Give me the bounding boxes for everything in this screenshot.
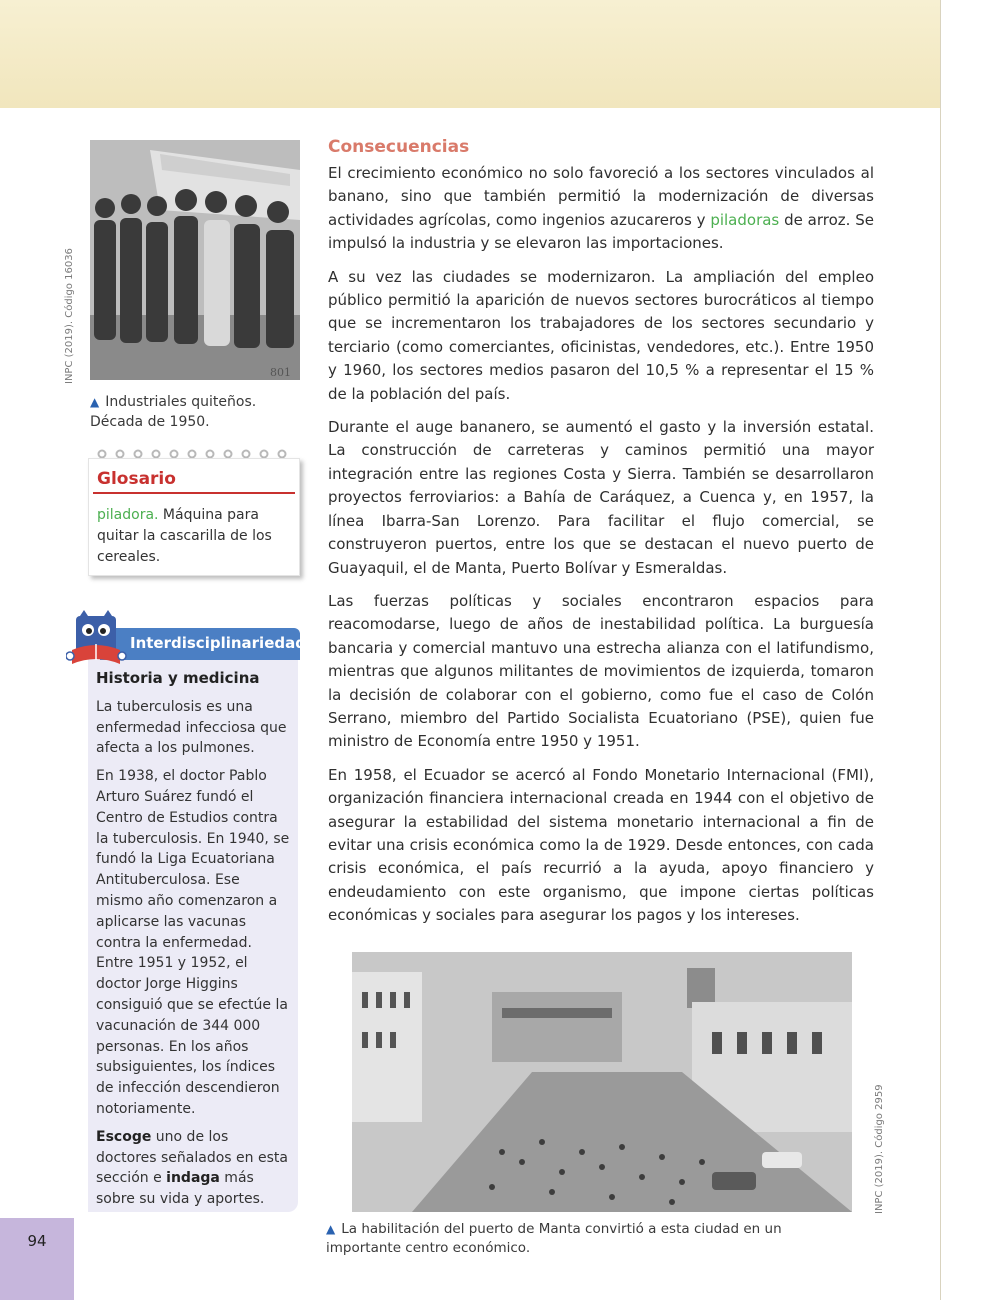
photo-credit: INPC (2019). Código 16036 <box>64 248 75 384</box>
activity-verb: indaga <box>166 1170 220 1187</box>
body-paragraph: Durante el auge bananero, se aumentó el gasto y la inversión estatal. La construcción de carreteras y caminos permitió una mayor integración entre las regiones Costa y Sierra. También se desarrollaron proyectos ferroviarios: a Bahía de Caráquez, a Cuenca y, en 1957, la línea Ibarra-San Lorenzo. Para facilitar el flujo comercial, se construyeron puertos, entre los que se destacan el nuevo puerto de Guayaquil, el de Manta, Puerto Bolívar y Esmeraldas. <box>328 418 874 577</box>
interdisciplinary-activity <box>96 1127 290 1210</box>
triangle-icon: ▲ <box>90 395 100 409</box>
body-paragraph: A su vez las ciudades se modernizaron. La ampliación del empleo público permitió la aparición de nuevos sectores burocráticos al tiempo que se incrementaron los trabajadores de los sectores secundario y terciario (como comerciantes, oficinistas, vendedores, etc.). Entre 1950 y 1960, los sectores medios pasaron del 10,5 % a representar el 15 % de la población del país. <box>328 267 874 403</box>
interdisciplinary-paragraph: La tuberculosis es una enfermedad infecciosa que afecta a los pulmones. <box>96 698 287 757</box>
glossary-term-link: piladoras <box>710 210 780 229</box>
photo-industrialists <box>90 140 300 380</box>
glossary-divider <box>93 492 295 494</box>
glossary-term: piladora. <box>97 507 159 523</box>
photo-manta-city <box>352 952 852 1212</box>
triangle-icon: ▲ <box>326 1222 336 1236</box>
interdisciplinary-paragraph: En 1938, el doctor Pablo Arturo Suárez fundó el Centro de Estudios contra la tuberculosis. En 1940, se fundó la Liga Ecuatoriana Antituberculosa. Ese mismo año comenzaron a aplicarse las vacunas contra la enfermedad. Entre 1951 y 1952, el doctor Jorge Higgins consiguió que se efectúe la vacunación de 344 000 personas. En los años subsiguientes, los índices de infección descendieron notoriamente. <box>96 768 290 1117</box>
activity-verb: Escoge <box>96 1128 152 1145</box>
section-title: Consecuencias <box>328 137 470 157</box>
page-number: 94 <box>27 1232 47 1250</box>
photo-caption <box>90 392 290 432</box>
page-number-tab <box>0 1218 74 1300</box>
body-paragraph: En 1958, el Ecuador se acercó al Fondo Monetario Internacional (FMI), organización financiera internacional creada en 1944 con el objetivo de asegurar la estabilidad del sistema monetario internacional a fin de evitar una crisis económica como la de 1929. Desde entonces, con cada crisis económica, el país recurrió a la ayuda, apoyo financiero y endeudamiento con este organismo, que impone ciertas políticas económicas y sociales para asegurar los pagos y los intereses. <box>328 765 874 925</box>
body-paragraph <box>328 162 874 256</box>
activity-text: más sobre su vida y aportes. <box>96 1170 265 1208</box>
main-text-column <box>328 136 874 938</box>
paragraph-text: El crecimiento económico no solo favoreció a los sectores vinculados al banano, sino que también permitió la modernización de diversas actividades agrícolas, como ingenios azucareros y <box>328 164 874 229</box>
photo-credit: INPC (2019). Código 2959 <box>874 1084 885 1214</box>
body-paragraph: Las fuerzas políticas y sociales encontraron espacios para reacomodarse, luego de años de inestabilidad política. La burguesía bancaria y comercial mantuvo una estrecha alianza con el latifundismo, mientras que algunos militantes de movimientos de izquierda, tomaron la decisión de colaborar con el gobierno, como fue el caso de Colón Serrano, miembro del Partido Socialista Ecuatoriano (PSE), quien fue ministro de Economía entre 1950 y 1951. <box>328 591 874 751</box>
page-header-band <box>0 0 940 108</box>
glossary-entry <box>97 505 293 568</box>
interdisciplinary-header-label: Interdisciplinariedad <box>130 634 306 652</box>
svg-text:801: 801 <box>270 366 291 379</box>
paragraph-text: de arroz. Se impulsó la industria y se elevaron las importaciones. <box>328 210 875 253</box>
activity-text: uno de los doctores señalados en esta sección e <box>96 1128 288 1187</box>
photo-caption-text: Industriales quiteños. Década de 1950. <box>90 394 257 430</box>
photo-caption <box>326 1220 856 1258</box>
interdisciplinary-content <box>96 668 290 1217</box>
glossary-box <box>88 458 300 576</box>
interdisciplinary-subtitle: Historia y medicina <box>96 669 260 687</box>
book-mascot-icon <box>66 610 136 672</box>
page-margin-strip <box>940 0 1004 1300</box>
glossary-definition: Máquina para quitar la cascarilla de los cereales. <box>97 507 272 565</box>
photo-caption-text: La habilitación del puerto de Manta convirtió a esta ciudad en un importante centro económico. <box>326 1221 782 1256</box>
glossary-title: Glosario <box>97 469 176 489</box>
